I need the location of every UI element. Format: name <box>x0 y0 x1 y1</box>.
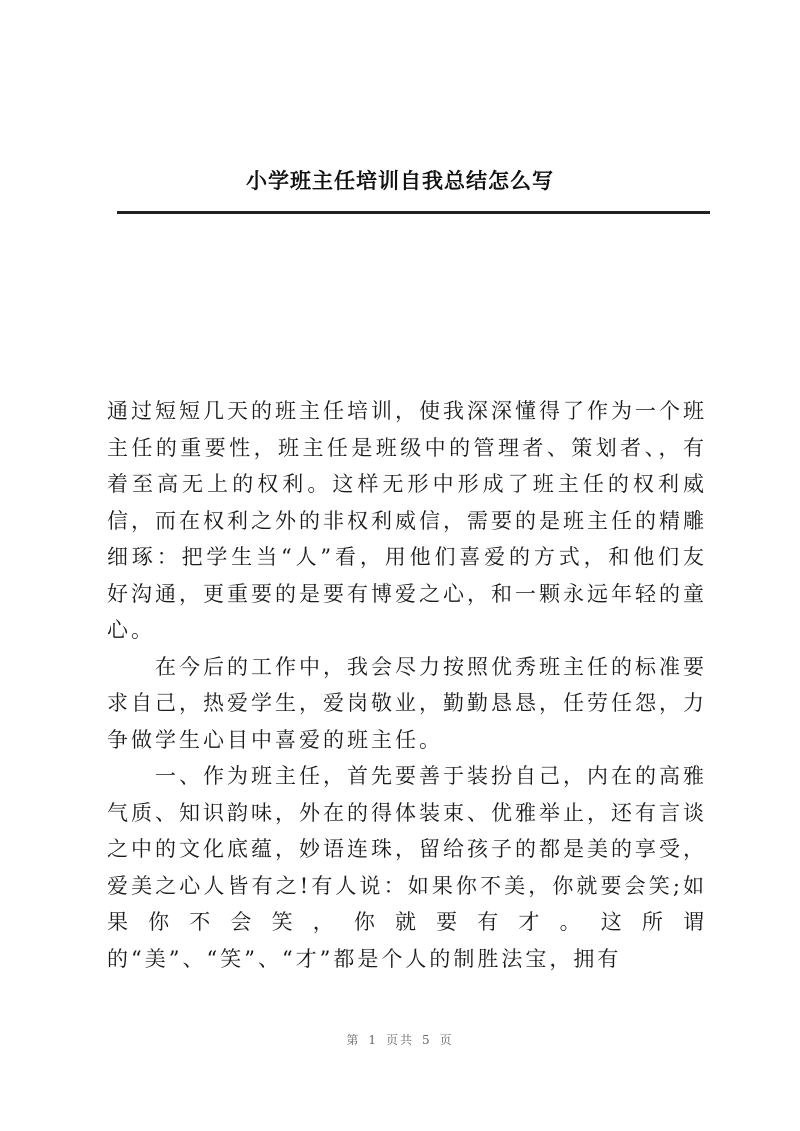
footer-current-page: 1 <box>368 1033 378 1047</box>
document-title: 小学班主任培训自我总结怎么写 <box>246 169 554 193</box>
paragraph-3: 一、作为班主任，首先要善于装扮自己，内在的高雅气质、知识韵味，外在的得体装束、优雅举止，还有言谈之中的文化底蕴，妙语连珠，留给孩子的都是美的享受，爱美之心人皆有之!有人说：如果你不美，你就要会笑;如果你不会笑，你就要有才。这所谓的“美”、“笑”、“才”都是个人的制胜法宝，拥有 <box>107 764 707 971</box>
title-underline <box>117 211 710 214</box>
paragraph-2: 在今后的工作中，我会尽力按照优秀班主任的标准要求自己，热爱学生，爱岗敬业，勤勤恳恳，任劳任怨，力争做学生心目中喜爱的班主任。 <box>107 654 707 752</box>
footer-label-page: 第 <box>346 1033 361 1047</box>
paragraph-1: 通过短短几天的班主任培训，使我深深懂得了作为一个班主任的重要性，班主任是班级中的管理者、策划者、，有着至高无上的权利。这样无形中形成了班主任的权利威信，而在权利之外的非权利威信，需要的是班主任的精雕细琢：把学生当“人”看，用他们喜爱的方式，和他们友好沟通，更重要的是要有博爱之心，和一颗永远年轻的童心。 <box>107 399 707 642</box>
document-body <box>107 393 707 977</box>
page-footer <box>0 1031 800 1048</box>
footer-label-end: 页 <box>439 1033 454 1047</box>
footer-total-pages: 5 <box>422 1033 432 1047</box>
footer-label-total: 页共 <box>385 1033 414 1047</box>
